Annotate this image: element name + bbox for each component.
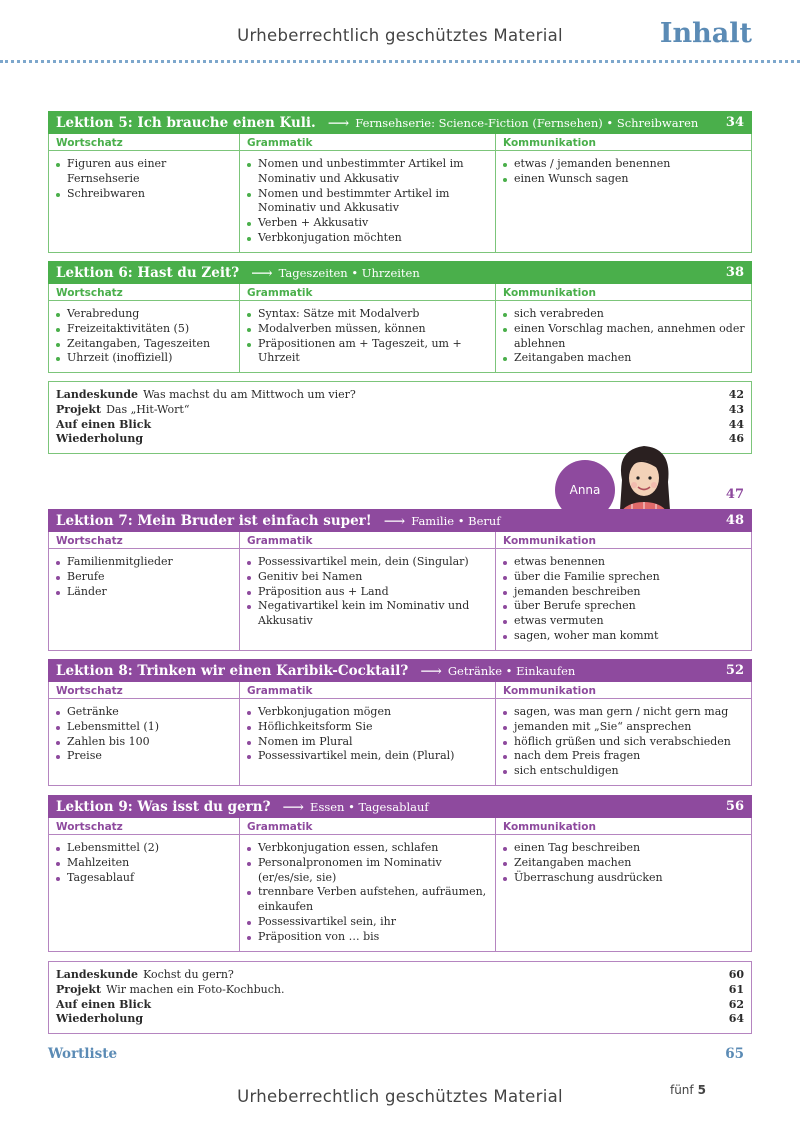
- list-item: Lebensmittel (2): [56, 841, 233, 856]
- extra-row-wiederholung[interactable]: [56, 1012, 744, 1027]
- extra-page: 42: [728, 388, 744, 401]
- extra-text: Das „Hit-Wort“: [106, 402, 190, 416]
- lesson-9-header[interactable]: [48, 795, 752, 818]
- list-item: etwas / jemanden benennen: [503, 157, 745, 172]
- list-item: Länder: [56, 585, 233, 600]
- list-item: Possessivartikel mein, dein (Singular): [247, 555, 489, 570]
- column-header: Wortschatz: [49, 134, 239, 151]
- list-item: Präposition von … bis: [247, 930, 489, 945]
- column-header: Wortschatz: [49, 532, 239, 549]
- extra-page: 44: [728, 417, 744, 431]
- lesson-7-block: [48, 509, 752, 651]
- list-item: Verabredung: [56, 307, 233, 322]
- list-item: Nomen im Plural: [247, 735, 489, 750]
- page-number-digit: 5: [697, 1083, 706, 1097]
- extra-page: 61: [728, 982, 744, 996]
- extras-box-b: [48, 961, 752, 1034]
- list-item: Überraschung ausdrücken: [503, 871, 745, 886]
- list-item: Freizeitaktivitäten (5): [56, 322, 233, 337]
- lesson-topics: Essen • Tagesablauf: [310, 799, 429, 814]
- list-item: sagen, was man gern / nicht gern mag: [503, 705, 745, 720]
- arrow-right-icon: ⟶: [383, 511, 406, 530]
- list-item: Nomen und unbestimmter Artikel im Nominativ und Akkusativ: [247, 157, 489, 187]
- dotted-divider: [0, 60, 800, 63]
- extra-row-auf-einen-blick[interactable]: [56, 998, 744, 1013]
- grammatik-list: [240, 699, 495, 770]
- list-item: jemanden mit „Sie“ ansprechen: [503, 720, 745, 735]
- grammatik-column: [239, 134, 495, 252]
- lesson-topics: Familie • Beruf: [411, 513, 501, 528]
- list-item: Verbkonjugation essen, schlafen: [247, 841, 489, 856]
- wortliste-label: Wortliste: [48, 1046, 118, 1062]
- column-header: Wortschatz: [49, 818, 239, 835]
- grammatik-column: [239, 532, 495, 650]
- list-item: Possessivartikel sein, ihr: [247, 915, 489, 930]
- wortschatz-column: [49, 818, 239, 951]
- grammatik-list: [240, 151, 495, 252]
- lesson-title: Lektion 8: Trinken wir einen Karibik-Cocktail?: [56, 662, 409, 679]
- kommunikation-list: [496, 151, 751, 193]
- extra-row-landeskunde[interactable]: [56, 388, 744, 403]
- lesson-8-block: [48, 659, 752, 786]
- column-header: Grammatik: [240, 682, 495, 699]
- lesson-5-block: [48, 111, 752, 253]
- grammatik-column: [239, 818, 495, 951]
- arrow-right-icon: ⟶: [251, 263, 273, 282]
- wortschatz-column: [49, 284, 239, 372]
- extra-label: Projekt: [56, 402, 102, 416]
- list-item: jemanden beschreiben: [503, 585, 745, 600]
- lesson-6-header[interactable]: [48, 261, 752, 284]
- kommunikation-list: [496, 549, 751, 650]
- wortschatz-list: [49, 301, 239, 372]
- column-header: Grammatik: [240, 532, 495, 549]
- extra-label: Auf einen Blick: [56, 417, 152, 431]
- list-item: Syntax: Sätze mit Modalverb: [247, 307, 489, 322]
- list-item: Höflichkeitsform Sie: [247, 720, 489, 735]
- list-item: trennbare Verben aufstehen, aufräumen, einkaufen: [247, 885, 489, 915]
- wortschatz-list: [49, 151, 239, 207]
- list-item: Uhrzeit (inoffiziell): [56, 351, 233, 366]
- list-item: einen Vorschlag machen, annehmen oder ablehnen: [503, 322, 745, 352]
- watermark-top: Urheberrechtlich geschütztes Material: [237, 26, 563, 45]
- column-header: Wortschatz: [49, 284, 239, 301]
- watermark-bottom: Urheberrechtlich geschütztes Material: [237, 1087, 563, 1106]
- list-item: höflich grüßen und sich verabschieden: [503, 735, 745, 750]
- page-number-word: fünf: [669, 1083, 694, 1097]
- grammatik-list: [240, 549, 495, 635]
- grammatik-column: [239, 682, 495, 785]
- lesson-6-block: [48, 261, 752, 373]
- list-item: Verbkonjugation möchten: [247, 231, 489, 246]
- grammatik-list: [240, 835, 495, 951]
- wortschatz-column: [49, 682, 239, 785]
- extra-page: 62: [728, 997, 744, 1011]
- kommunikation-list: [496, 835, 751, 891]
- list-item: Schreibwaren: [56, 187, 233, 202]
- page-number: [670, 1083, 706, 1097]
- grammatik-column: [239, 284, 495, 372]
- list-item: etwas benennen: [503, 555, 745, 570]
- lesson-title: Lektion 6: Hast du Zeit?: [56, 264, 240, 281]
- extra-page: 43: [728, 402, 744, 416]
- lesson-9-table: [48, 818, 752, 952]
- arrow-right-icon: ⟶: [327, 113, 350, 132]
- list-item: Präpositionen am + Tageszeit, um + Uhrzeit: [247, 337, 489, 367]
- extra-row-landeskunde[interactable]: [56, 968, 744, 983]
- lesson-title: Lektion 7: Mein Bruder ist einfach super!: [56, 512, 372, 529]
- list-item: etwas vermuten: [503, 614, 745, 629]
- extra-label: Wiederholung: [56, 1012, 144, 1026]
- extra-label: Landeskunde: [56, 968, 139, 981]
- lesson-page: 38: [725, 265, 744, 280]
- column-header: Kommunikation: [496, 532, 751, 549]
- column-header: Kommunikation: [496, 284, 751, 301]
- list-item: Zeitangaben, Tageszeiten: [56, 337, 233, 352]
- lesson-title: Lektion 5: Ich brauche einen Kuli.: [56, 114, 316, 131]
- column-header: Grammatik: [240, 818, 495, 835]
- lesson-page: 56: [725, 799, 744, 814]
- lesson-topics: Tageszeiten • Uhrzeiten: [278, 265, 420, 280]
- list-item: Modalverben müssen, können: [247, 322, 489, 337]
- extra-page: 46: [728, 432, 744, 446]
- list-item: Berufe: [56, 570, 233, 585]
- list-item: Getränke: [56, 705, 233, 720]
- kommunikation-column: [495, 134, 751, 252]
- list-item: nach dem Preis fragen: [503, 749, 745, 764]
- list-item: Nomen und bestimmter Artikel im Nominativ und Akkusativ: [247, 187, 489, 217]
- list-item: sich verabreden: [503, 307, 745, 322]
- lesson-7-table: [48, 532, 752, 651]
- wortschatz-list: [49, 835, 239, 891]
- extra-page: 60: [728, 968, 744, 981]
- kommunikation-list: [496, 301, 751, 372]
- extra-row-projekt[interactable]: [56, 983, 744, 998]
- character-name-badge: Anna: [555, 460, 615, 520]
- list-item: Preise: [56, 749, 233, 764]
- column-header: Kommunikation: [496, 134, 751, 151]
- column-header: Grammatik: [240, 134, 495, 151]
- list-item: Negativartikel kein im Nominativ und Akkusativ: [247, 599, 489, 629]
- list-item: Zeitangaben machen: [503, 856, 745, 871]
- arrow-right-icon: ⟶: [282, 797, 305, 816]
- extra-row-auf-einen-blick[interactable]: [56, 418, 744, 433]
- extra-label: Wiederholung: [56, 432, 144, 446]
- kommunikation-column: [495, 532, 751, 650]
- list-item: über die Familie sprechen: [503, 570, 745, 585]
- wortschatz-column: [49, 532, 239, 650]
- extra-label: Auf einen Blick: [56, 997, 152, 1011]
- list-item: Genitiv bei Namen: [247, 570, 489, 585]
- lesson-title: Lektion 9: Was isst du gern?: [56, 798, 271, 815]
- arrow-right-icon: ⟶: [420, 661, 442, 680]
- extra-label: Landeskunde: [56, 388, 139, 401]
- extra-page: 64: [728, 1012, 744, 1026]
- list-item: einen Wunsch sagen: [503, 172, 745, 187]
- page-title: Inhalt: [659, 18, 752, 49]
- list-item: Mahlzeiten: [56, 856, 233, 871]
- lesson-8-header[interactable]: [48, 659, 752, 682]
- wortschatz-list: [49, 549, 239, 605]
- list-item: Zahlen bis 100: [56, 735, 233, 750]
- extra-label: Projekt: [56, 982, 102, 996]
- lesson-5-table: [48, 134, 752, 253]
- list-item: über Berufe sprechen: [503, 599, 745, 614]
- lesson-topics: Getränke • Einkaufen: [447, 663, 576, 678]
- kommunikation-list: [496, 699, 751, 785]
- lesson-page: 34: [725, 115, 744, 130]
- list-item: Verben + Akkusativ: [247, 216, 489, 231]
- list-item: Tagesablauf: [56, 871, 233, 886]
- lesson-6-table: [48, 284, 752, 373]
- list-item: Zeitangaben machen: [503, 351, 745, 366]
- lesson-8-table: [48, 682, 752, 786]
- kommunikation-column: [495, 682, 751, 785]
- list-item: sich entschuldigen: [503, 764, 745, 779]
- lesson-7-header[interactable]: [48, 509, 752, 532]
- wortschatz-column: [49, 134, 239, 252]
- column-header: Wortschatz: [49, 682, 239, 699]
- extra-text: Was machst du am Mittwoch um vier?: [143, 388, 356, 401]
- lesson-page: 52: [725, 663, 744, 678]
- column-header: Grammatik: [240, 284, 495, 301]
- lesson-topics: Fernsehserie: Science-Fiction (Fernsehen) • Schreibwaren: [355, 115, 699, 130]
- list-item: Lebensmittel (1): [56, 720, 233, 735]
- wortschatz-list: [49, 699, 239, 770]
- extra-text: Wir machen ein Foto-Kochbuch.: [106, 982, 285, 996]
- character-page: 47: [725, 487, 744, 502]
- list-item: einen Tag beschreiben: [503, 841, 745, 856]
- wortliste-row[interactable]: [48, 1046, 744, 1062]
- lesson-page: 48: [725, 513, 744, 528]
- lesson-5-header[interactable]: [48, 111, 752, 134]
- list-item: Verbkonjugation mögen: [247, 705, 489, 720]
- kommunikation-column: [495, 284, 751, 372]
- list-item: Personalpronomen im Nominativ (er/es/sie, sie): [247, 856, 489, 886]
- list-item: Familienmitglieder: [56, 555, 233, 570]
- extra-row-projekt[interactable]: [56, 403, 744, 418]
- extra-text: Kochst du gern?: [143, 968, 234, 981]
- list-item: Possessivartikel mein, dein (Plural): [247, 749, 489, 764]
- grammatik-list: [240, 301, 495, 372]
- kommunikation-column: [495, 818, 751, 951]
- column-header: Kommunikation: [496, 818, 751, 835]
- list-item: Figuren aus einer Fernsehserie: [56, 157, 233, 187]
- wortliste-page: 65: [725, 1046, 744, 1062]
- lesson-9-block: [48, 795, 752, 952]
- column-header: Kommunikation: [496, 682, 751, 699]
- list-item: sagen, woher man kommt: [503, 629, 745, 644]
- list-item: Präposition aus + Land: [247, 585, 489, 600]
